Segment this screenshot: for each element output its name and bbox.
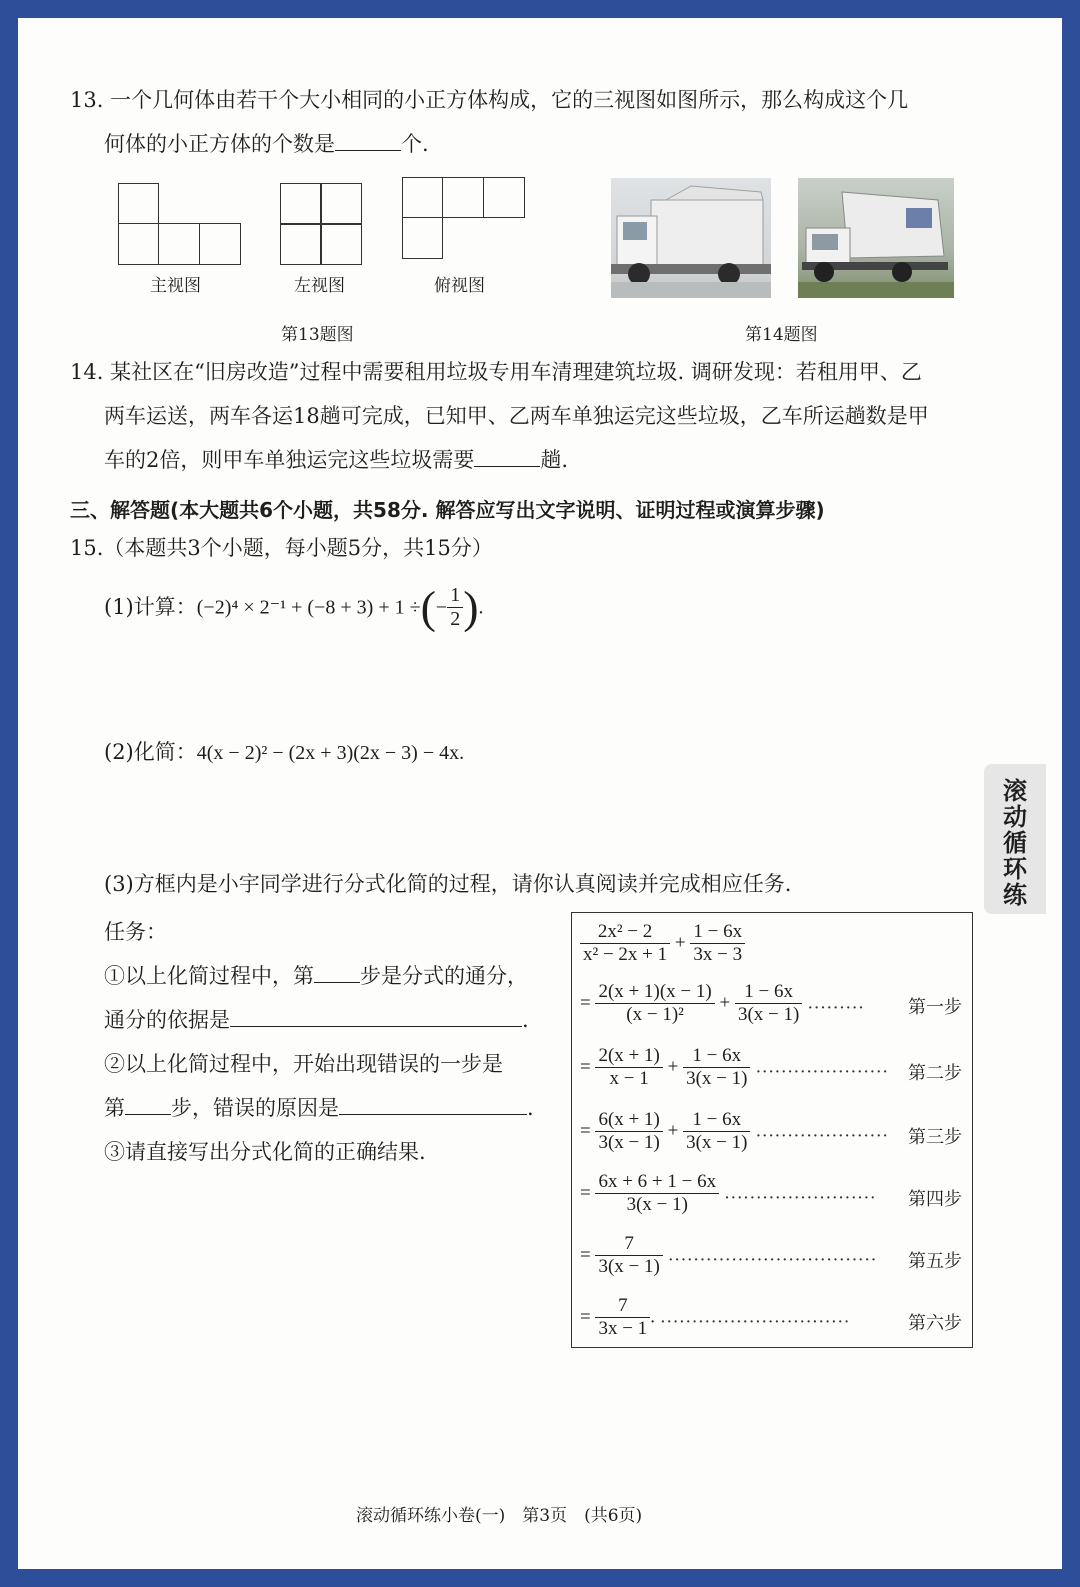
step-6-expression: = $\frac{7}{3x - 1}$ . …………………………: [580, 1295, 850, 1339]
q15-header: 15.（本题共3个小题，每小题5分，共15分）: [70, 536, 493, 560]
q14-text-line3: [104, 450, 568, 471]
task-2-line1: ②以上化简过程中，开始出现错误的一步是: [104, 1052, 503, 1076]
page-footer: 滚动循环练小卷(一) 第3页 (共6页): [356, 1506, 643, 1526]
step-3-label: 第三步: [908, 1127, 962, 1148]
garbage-truck-photo-1: [611, 178, 771, 298]
step-5-expression: = $\frac{7}{3(x - 1)}$ ……………………………: [580, 1233, 877, 1277]
side-section-tab: [984, 764, 1046, 914]
task-1-basis-blank[interactable]: [230, 1026, 522, 1027]
step-5-label: 第五步: [908, 1251, 962, 1272]
task-1-line2: 通分的依据是 .: [104, 1008, 529, 1032]
step-2-expression: = $\frac{2(x + 1)}{x - 1}$ + $\frac{1 - 6x}{3(x - 1)}$ …………………: [580, 1045, 889, 1089]
q14-text-line1: 14. 某社区在“旧房改造”过程中需要租用垃圾专用车清理建筑垃圾. 调研发现：若租用甲、乙: [70, 360, 922, 384]
top-view-label: 俯视图: [434, 276, 485, 296]
task-1-step-blank[interactable]: [314, 982, 360, 983]
task-2-text-b: 第: [104, 1096, 125, 1120]
q14-caption: 第14题图: [745, 325, 818, 345]
left-view-label: 左视图: [294, 276, 345, 296]
q13-caption: 第13题图: [281, 325, 354, 345]
task-3-line: ③请直接写出分式化简的正确结果.: [104, 1140, 426, 1164]
q13-text-line2b: 个.: [401, 132, 429, 156]
task-2-line2: 第 步，错误的原因是 .: [104, 1096, 534, 1120]
simplification-steps-box: [571, 912, 973, 1348]
q14-text-line2: 两车运送，两车各运18趟可完成，已知甲、乙两车单独运完这些垃圾，乙车所运趟数是甲: [104, 404, 929, 428]
q15-part1-expression: (−2)⁴ × 2⁻¹ + (−8 + 3) + 1 ÷: [196, 596, 421, 619]
q15-part1: (1)计算：(−2)⁴ × 2⁻¹ + (−8 + 3) + 1 ÷(− $\frac{1}{2}$ ).: [104, 581, 484, 633]
task-2-reason-blank[interactable]: [339, 1114, 527, 1115]
task-2-step-blank[interactable]: [125, 1114, 171, 1115]
q15-part2-label: (2)化简：: [104, 740, 197, 764]
q15-part3-intro: (3)方框内是小宇同学进行分式化简的过程，请你认真阅读并完成相应任务.: [104, 872, 792, 896]
step-4-expression: = $\frac{6x + 6 + 1 - 6x}{3(x - 1)}$ ……………………: [580, 1171, 876, 1215]
task-1-text-a: ①以上化简过程中，第: [104, 964, 314, 988]
step-0-expression: $\frac{\text{2x² − 2}}{\text{x² − 2x + 1}}$ + $\frac{1 - 6x}{3x - 3}$: [580, 921, 745, 966]
side-tab-label: 滚动循环练: [1003, 777, 1027, 909]
q13-text-line2: [104, 134, 429, 155]
step-1-expression: = $\frac{2(x + 1)(x - 1)}{\text{(x − 1)²}}$ + $\frac{1 - 6x}{3(x - 1)}$ ………: [580, 981, 865, 1025]
q14-text-line3a: 车的2倍，则甲车单独运完这些垃圾需要: [104, 448, 475, 472]
garbage-truck-photo-2: [798, 178, 954, 298]
q15-part1-fraction: [447, 584, 463, 631]
q14-answer-blank[interactable]: [474, 466, 540, 467]
q15-part1-label: (1)计算：: [104, 595, 197, 619]
task-title: 任务：: [104, 920, 167, 944]
section-3-heading: 三、解答题(本大题共6个小题，共58分. 解答应写出文字说明、证明过程或演算步骤): [70, 498, 825, 522]
step-4-label: 第四步: [908, 1189, 962, 1210]
q14-text-line3b: 趟.: [540, 448, 569, 472]
task-1-line1: [104, 966, 528, 987]
q15-part2-expression: 4(x − 2)² − (2x + 3)(2x − 3) − 4x.: [196, 742, 465, 764]
q15-part1-frac-num: 1: [447, 584, 463, 608]
step-3-expression: = $\frac{6(x + 1)}{3(x - 1)}$ + $\frac{1 - 6x}{3(x - 1)}$ …………………: [580, 1109, 889, 1153]
worksheet-page: [18, 18, 1062, 1569]
front-view-label: 主视图: [150, 276, 201, 296]
task-2-text-c: 步，错误的原因是: [171, 1096, 339, 1120]
q13-text-line2a: 何体的小正方体的个数是: [104, 132, 335, 156]
step-1-label: 第一步: [908, 997, 962, 1018]
q13-text-line1: 13. 一个几何体由若干个大小相同的小正方体构成，它的三视图如图所示，那么构成这个几: [70, 88, 909, 112]
task-1-text-b: 步是分式的通分，: [360, 964, 528, 988]
step-6-label: 第六步: [908, 1313, 962, 1334]
q15-part2: [104, 742, 464, 763]
q15-part1-frac-den: 2: [450, 608, 461, 630]
step-2-label: 第二步: [908, 1063, 962, 1084]
task-1-text-c: 通分的依据是: [104, 1008, 230, 1032]
q13-answer-blank[interactable]: [335, 150, 401, 151]
